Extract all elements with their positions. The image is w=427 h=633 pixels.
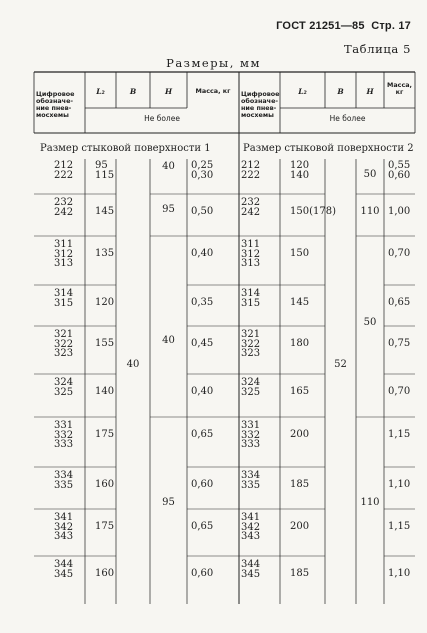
header-L-left: L₂: [96, 87, 105, 96]
header-B-right: B: [337, 87, 344, 96]
right-row-L: 200: [290, 429, 310, 440]
right-row-codes: 331 332 333: [241, 420, 261, 451]
right-row-L: 200: [290, 521, 310, 532]
header-not-more-left: Не более: [144, 114, 180, 123]
left-row-codes: 334 335: [54, 470, 74, 491]
right-row-L: 120 140: [290, 160, 310, 181]
left-H-group4: 95: [162, 497, 175, 508]
right-row-codes: 344 345: [241, 559, 261, 580]
header-not-more-right: Не более: [329, 114, 366, 123]
right-row-codes: 314 315: [241, 288, 261, 309]
right-H-group3: 50: [363, 317, 377, 328]
left-row-L: 145: [95, 206, 115, 217]
left-row-codes: 314 315: [54, 288, 74, 309]
right-row-L: 150: [290, 248, 310, 259]
left-row-codes: 341 342 343: [54, 512, 74, 543]
left-row-L: 140: [95, 386, 115, 397]
header-H-right: H: [366, 87, 374, 96]
table-label: Таблица 5: [343, 42, 411, 56]
left-row-codes: 321 322 323: [54, 329, 74, 360]
left-row-codes: 212 222: [54, 160, 74, 181]
right-row-mass: 0,70: [388, 248, 411, 259]
left-H-group1: 40: [162, 161, 175, 172]
left-row-mass: 0,45: [191, 338, 214, 349]
right-row-mass: 1,10: [388, 568, 411, 579]
left-row-mass: 0,40: [191, 248, 214, 259]
left-row-L: 175: [95, 521, 115, 532]
right-row-mass: 0,65: [388, 297, 411, 308]
header-mass-right: Масса, кг: [387, 81, 412, 96]
left-row-L: 135: [95, 248, 115, 259]
header-code-right: Цифровое обозначе- ние пнев- мосхемы: [241, 90, 280, 119]
right-row-mass: 0,55 0,60: [388, 160, 411, 181]
header-mass-left: Масса, кг: [195, 87, 231, 95]
right-row-mass: 1,15: [388, 429, 411, 440]
right-row-codes: 321 322 323: [241, 329, 261, 360]
right-row-mass: 1,15: [388, 521, 411, 532]
header-code-left: Цифровое обозначе- ние пнев- мосхемы: [36, 90, 75, 119]
left-row-L: 155: [95, 338, 115, 349]
left-H-group3: 40: [162, 335, 175, 346]
left-row-mass: 0,50: [191, 206, 214, 217]
left-row-mass: 0,35: [191, 297, 214, 308]
section-title-right: Размер стыковой поверхности 2: [243, 143, 414, 154]
right-row-codes: 212 222: [241, 160, 261, 181]
right-row-L: 185: [290, 479, 310, 490]
right-row-mass: 0,70: [388, 386, 411, 397]
left-row-codes: 324 325: [54, 377, 74, 398]
right-row-mass: 0,75: [388, 338, 411, 349]
left-row-codes: 311 312 313: [54, 239, 74, 270]
left-row-mass: 0,25 0,30: [191, 160, 214, 181]
section-title-left: Размер стыковой поверхности 1: [40, 143, 211, 154]
right-H-group4: 110: [360, 497, 380, 508]
left-row-L: 95 115: [95, 160, 115, 181]
header-L-right: L₂: [298, 87, 307, 96]
left-row-mass: 0,65: [191, 521, 214, 532]
left-row-L: 160: [95, 479, 115, 490]
right-row-codes: 232 242: [241, 197, 261, 218]
header-B-left: B: [129, 87, 137, 96]
left-row-L: 120: [95, 297, 115, 308]
left-B-merged: 40: [126, 359, 140, 370]
right-row-codes: 334 335: [241, 470, 261, 491]
right-row-L: 165: [290, 386, 310, 397]
left-row-mass: 0,60: [191, 568, 214, 579]
right-row-codes: 324 325: [241, 377, 261, 398]
right-H-group1: 50: [363, 169, 377, 180]
left-row-mass: 0,40: [191, 386, 214, 397]
left-row-codes: 331 332 333: [54, 420, 74, 451]
left-row-codes: 232 242: [54, 197, 74, 218]
left-row-L: 175: [95, 429, 115, 440]
page-number: Стр. 17: [371, 20, 411, 32]
header-H-left: H: [164, 87, 173, 96]
table-caption: Размеры, мм: [166, 56, 261, 70]
right-row-mass: 1,10: [388, 479, 411, 490]
left-row-codes: 344 345: [54, 559, 74, 580]
right-row-codes: 341 342 343: [241, 512, 261, 543]
left-H-group2: 95: [162, 204, 175, 215]
right-row-L: 150(178): [290, 206, 336, 217]
right-row-codes: 311 312 313: [241, 239, 261, 270]
right-B-merged: 52: [334, 359, 347, 370]
left-row-L: 160: [95, 568, 115, 579]
right-row-L: 180: [290, 338, 310, 349]
right-row-L: 145: [290, 297, 310, 308]
standard-number: ГОСТ 21251—85: [276, 20, 365, 32]
left-row-mass: 0,65: [191, 429, 214, 440]
right-row-L: 185: [290, 568, 310, 579]
right-H-group2: 110: [360, 206, 380, 217]
right-row-mass: 1,00: [388, 206, 411, 217]
left-row-mass: 0,60: [191, 479, 214, 490]
